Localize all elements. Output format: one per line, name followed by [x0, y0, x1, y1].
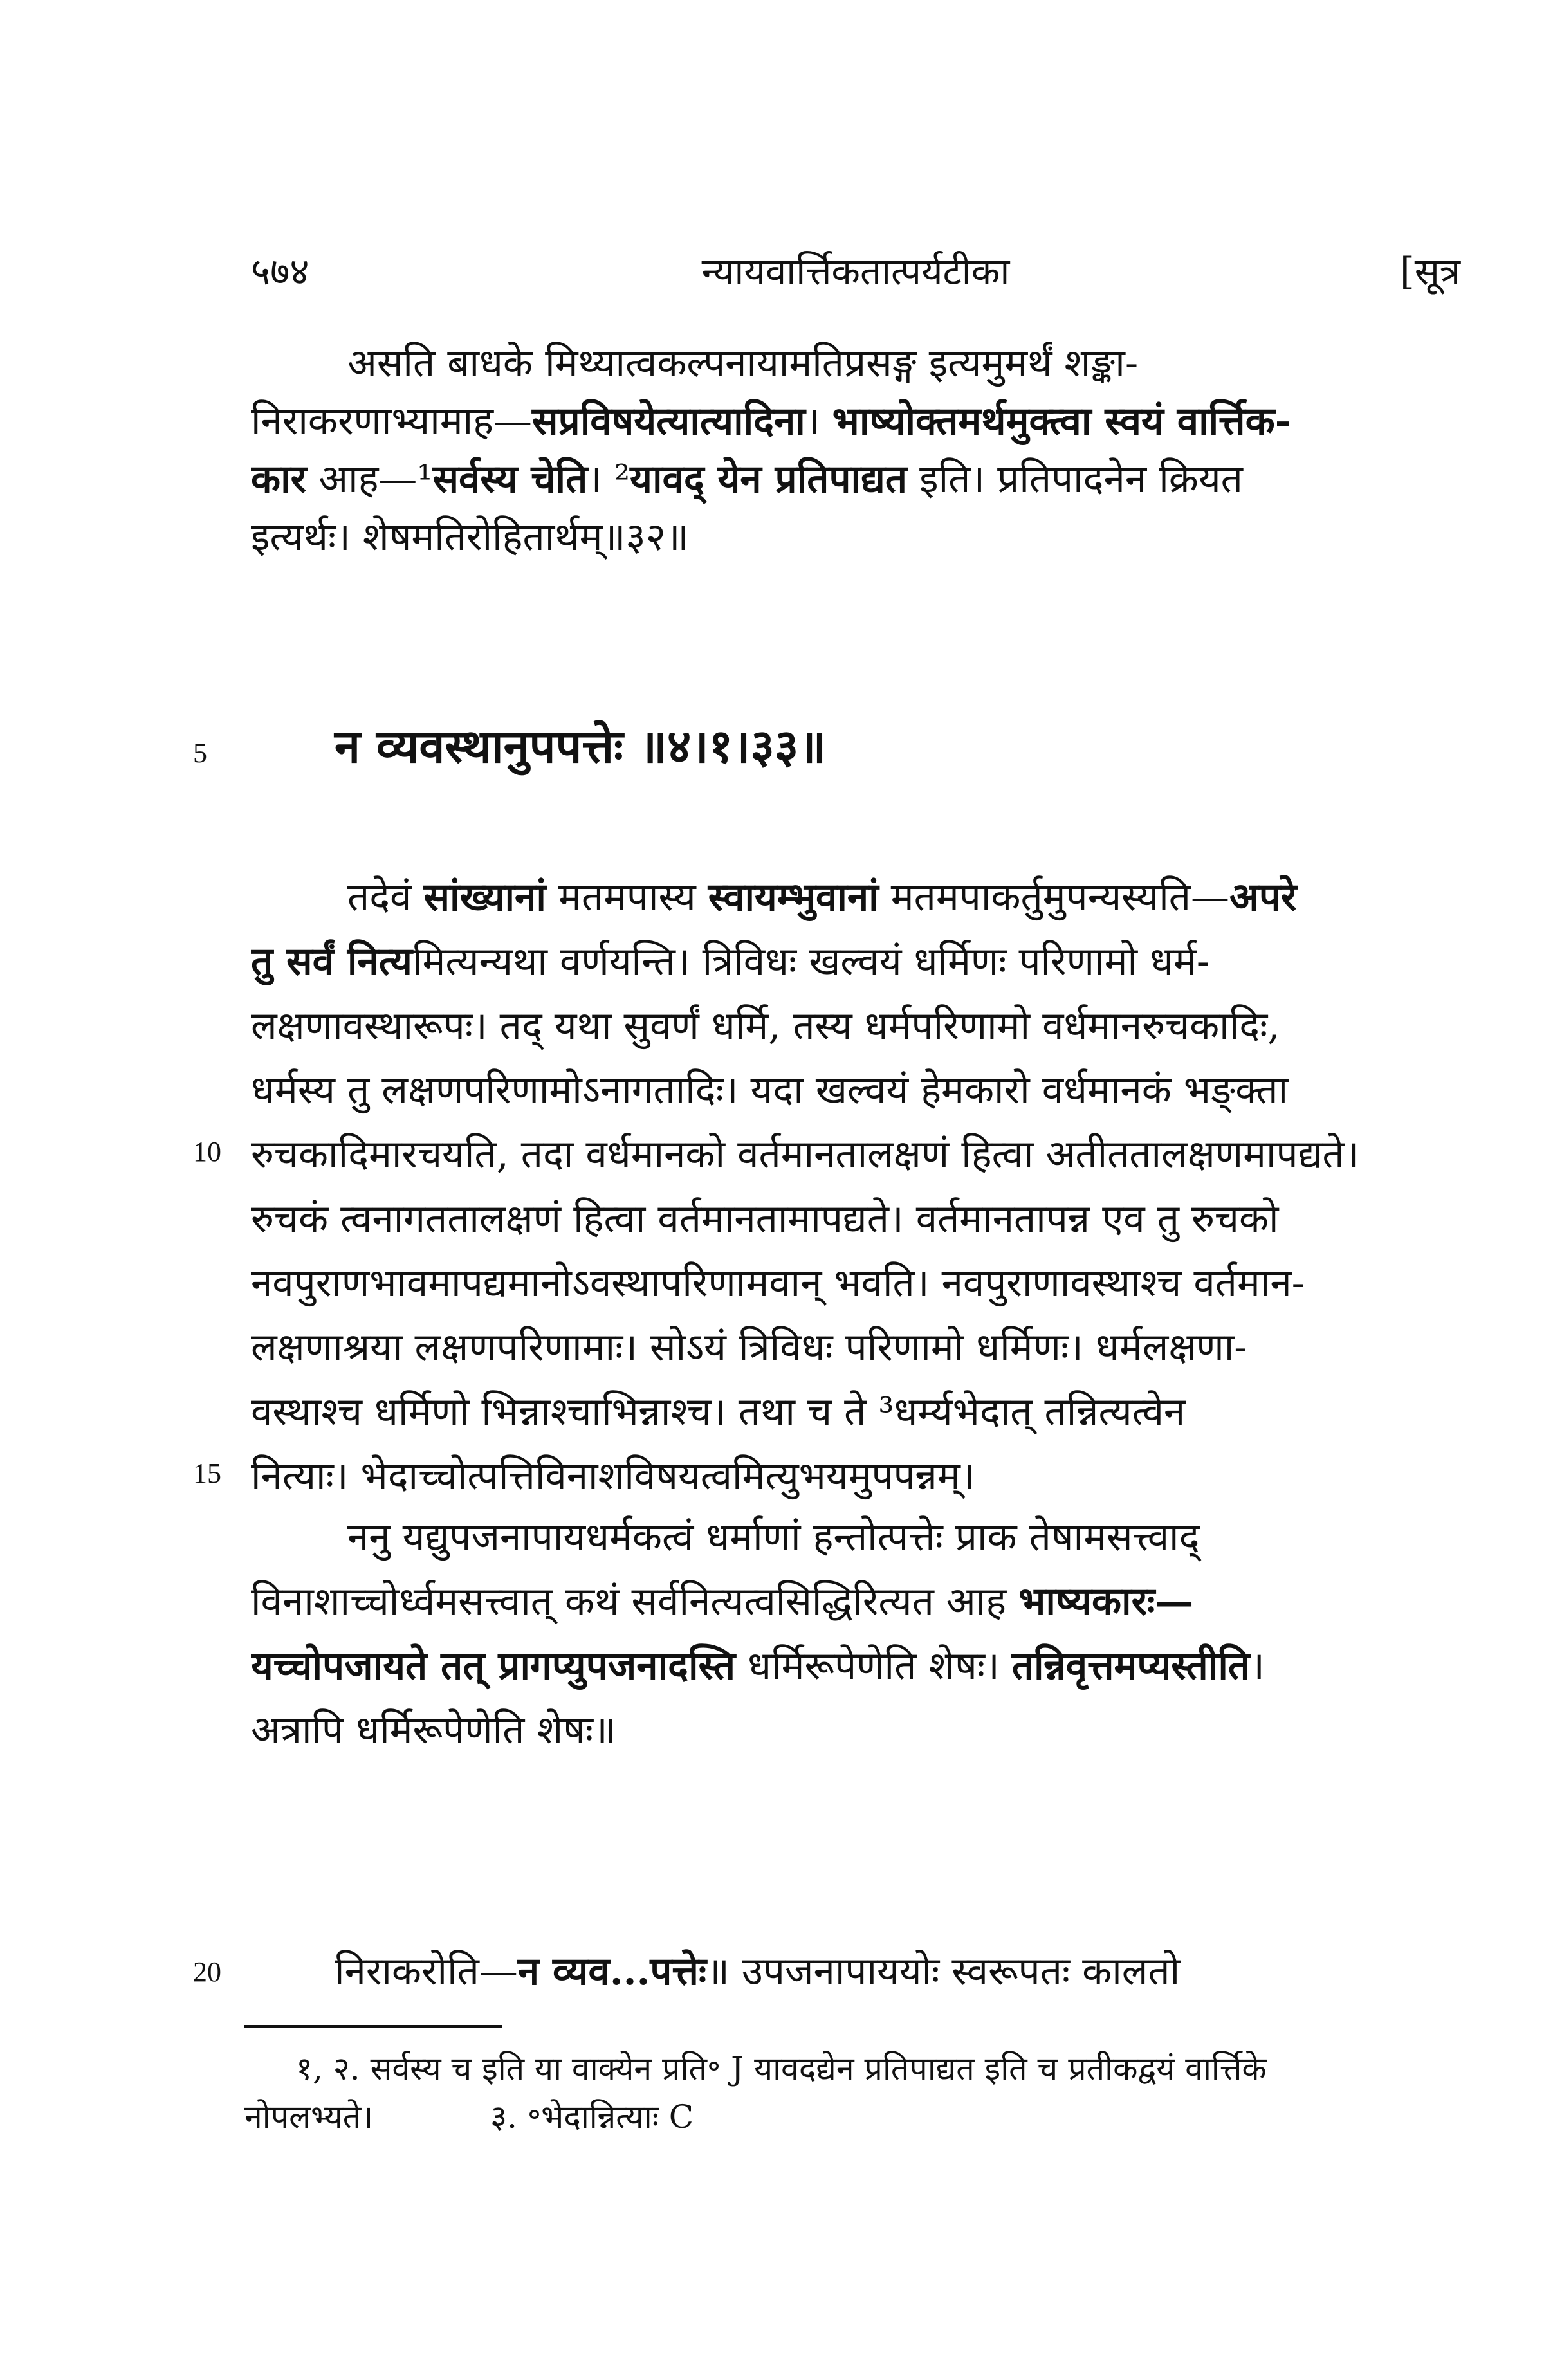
page-number: ५७४ [251, 250, 309, 293]
line-number: 20 [193, 1956, 221, 1988]
text-line: लक्षणावस्थारूपः। तद् यथा सुवर्णं धर्मि, तस्य धर्मपरिणामो वर्धमानरुचकादिः, [251, 1003, 1280, 1048]
line-number: 5 [193, 737, 207, 769]
footnote-line: १, २. सर्वस्य च इति या वाक्येन प्रति॰ J यावदद्येन प्रतिपाद्यत इति च प्रतीकद्वयं वार्त्तिके [296, 2050, 1267, 2087]
text-line: रुचकादिमारचयति, तदा वर्धमानको वर्तमानतालक्षणं हित्वा अतीततालक्षणमापद्यते। [251, 1132, 1359, 1177]
text-line: धर्मस्य तु लक्षणपरिणामोऽनागतादिः। यदा खल्वयं हेमकारो वर्धमानकं भङ्क्ता [251, 1068, 1289, 1113]
text-line: अत्रापि धर्मिरूपेणेति शेषः॥ [251, 1708, 616, 1753]
line-number: 10 [193, 1136, 221, 1167]
text-line: इत्यर्थः। शेषमतिरोहितार्थम्॥३२॥ [251, 515, 689, 560]
text-line: विनाशाच्चोर्ध्वमसत्त्वात् कथं सर्वनित्यत्वसिद्धिरित्यत आह भाष्यकारः— [251, 1579, 1194, 1624]
text-line: तु सर्वं नित्यमित्यन्यथा वर्णयन्ति। त्रिविधः खल्वयं धर्मिणः परिणामो धर्म- [251, 939, 1210, 984]
line-number: 15 [193, 1458, 221, 1489]
sutra-heading: न व्यवस्थानुपपत्तेः ॥४।१।३३॥ [335, 719, 827, 773]
footnote-rule [244, 2025, 502, 2028]
text-line: लक्षणाश्रया लक्षणपरिणामाः। सोऽयं त्रिविधः परिणामो धर्मिणः। धर्मलक्षणा- [251, 1325, 1247, 1370]
text-line: यच्चोपजायते तत् प्रागप्युपजनादस्ति धर्मिरूपेणेति शेषः। तन्निवृत्तमप्यस्तीति। [251, 1643, 1265, 1689]
text-line: असति बाधके मिथ्यात्वकल्पनायामतिप्रसङ्ग इत्यमुमर्थं शङ्का- [347, 341, 1139, 386]
text-line: निराकरोति—न व्यव...पत्तेः॥ उपजनापाययोः स्वरूपतः कालतो [335, 1949, 1181, 1994]
footnote-line: नोपलभ्यते। ३. ॰भेदान्नित्याः C [244, 2098, 694, 2136]
section-mark: [सूत्र [1400, 250, 1460, 293]
page-header [251, 244, 1460, 296]
text-line: नित्याः। भेदाच्चोत्पत्तिविनाशविषयत्वमित्युभयमुपपन्नम्। [251, 1454, 975, 1499]
text-line: रुचकं त्वनागततालक्षणं हित्वा वर्तमानतामापद्यते। वर्तमानतापन्न एव तु रुचको [251, 1196, 1279, 1241]
text-line: तदेवं सांख्यानां मतमपास्य स्वायम्भुवानां मतमपाकर्तुमुपन्यस्यति—अपरे [347, 875, 1297, 920]
text-line: निराकरणाभ्यामाह—सप्रविषयेत्यात्यादिना। भाष्योक्तमर्थमुक्त्वा स्वयं वार्त्तिक- [251, 399, 1291, 444]
text-line: ननु यद्युपजनापायधर्मकत्वं धर्माणां हन्तोत्पत्तेः प्राक तेषामसत्त्वाद् [347, 1515, 1200, 1560]
text-line: नवपुराणभावमापद्यमानोऽवस्थापरिणामवान् भवति। नवपुराणावस्थाश्च वर्तमान- [251, 1261, 1305, 1306]
text-line: वस्थाश्च धर्मिणो भिन्नाश्चाभिन्नाश्च। तथा च ते ³धर्म्यभेदात् तन्नित्यत्वेन [251, 1389, 1186, 1434]
text-line: कार आह—¹सर्वस्य चेति। ²यावद् येन प्रतिपाद्यत इति। प्रतिपादनेन क्रियत [251, 457, 1243, 502]
running-title: न्यायवार्त्तिकतात्पर्यटीका [701, 250, 1010, 293]
